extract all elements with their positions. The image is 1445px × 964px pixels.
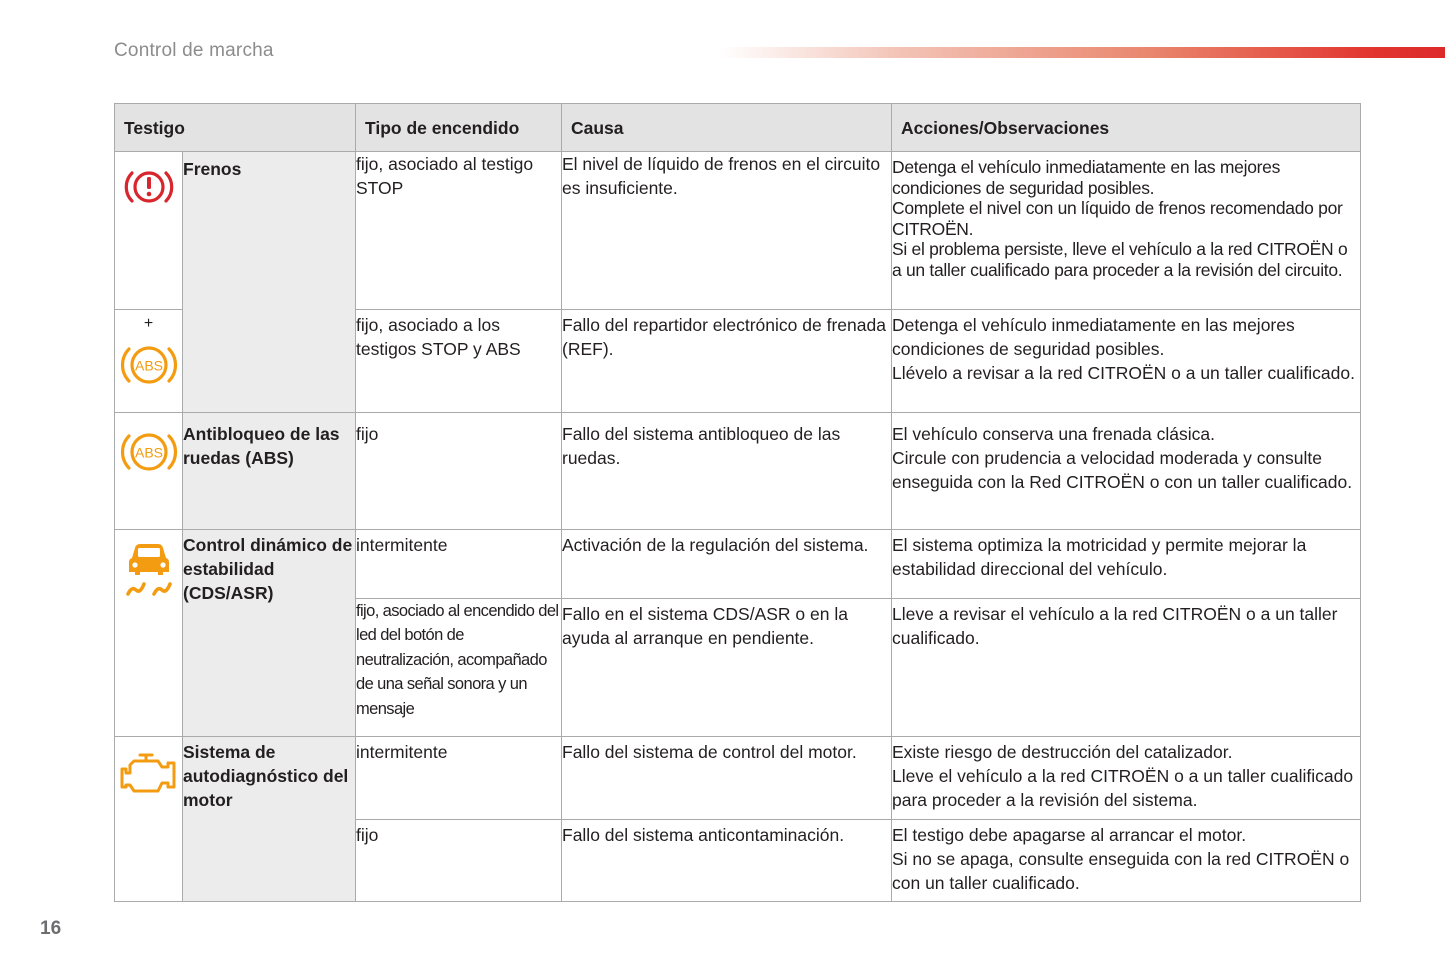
header-tipo: Tipo de encendido [356, 104, 562, 152]
tipo-cell: fijo [356, 413, 562, 530]
tipo-cell: fijo, asociado a los testigos STOP y ABS [356, 310, 562, 413]
acciones-cell [892, 413, 1361, 530]
acciones-line: Detenga el vehículo inmediatamente en las mejores condiciones de seguridad posibles. [892, 315, 1295, 359]
header-acciones: Acciones/Observaciones [892, 104, 1361, 152]
motor-name: Sistema de autodiagnóstico del motor [183, 737, 356, 902]
tipo-cell: fijo [356, 820, 562, 902]
causa-cell: Activación de la regulación del sistema. [562, 530, 892, 599]
plus-sign: + [143, 315, 154, 332]
table-row [115, 530, 1361, 599]
acciones-cell [892, 530, 1361, 599]
acciones-line: Llévelo a revisar a la red CITROËN o a un taller cualificado. [892, 363, 1355, 383]
icon-cell [115, 530, 183, 737]
brake-warning-icon [124, 167, 174, 207]
acciones-line: Complete el nivel con un líquido de frenos recomendado por CITROËN. [892, 198, 1343, 239]
causa-cell: Fallo del repartidor electrónico de frenada (REF). [562, 310, 892, 413]
header-causa: Causa [562, 104, 892, 152]
causa-cell: El nivel de líquido de frenos en el circuito es insuficiente. [562, 152, 892, 310]
page-number: 16 [40, 918, 62, 939]
acciones-cell [892, 737, 1361, 820]
icon-cell [115, 413, 183, 530]
frenos-name: Frenos [183, 152, 356, 413]
icon-cell [115, 310, 183, 413]
abs-name: Antibloqueo de las ruedas (ABS) [183, 413, 356, 530]
header-gradient-bar [720, 47, 1445, 58]
acciones-line: El vehículo conserva una frenada clásica. [892, 424, 1215, 444]
tipo-cell: fijo, asociado al testigo STOP [356, 152, 562, 310]
causa-cell: Fallo en el sistema CDS/ASR o en la ayuda al arranque en pendiente. [562, 599, 892, 737]
tipo-cell: fijo, asociado al encendido del led del botón de neutralización, acompañado de una señal sonora y un mensaje [356, 599, 562, 737]
icon-cell [115, 737, 183, 902]
acciones-line: Detenga el vehículo inmediatamente en las mejores condiciones de seguridad posibles. [892, 157, 1281, 198]
section-title: Control de marcha [114, 40, 274, 61]
svg-text:ABS: ABS [134, 357, 163, 374]
svg-text:ABS: ABS [134, 444, 163, 461]
table-row [115, 413, 1361, 530]
table-row [115, 152, 1361, 310]
acciones-line: Lleve el vehículo a la red CITROËN o a un taller cualificado para proceder a la revisión del sistema. [892, 766, 1354, 810]
icon-cell [115, 152, 183, 310]
cds-name: Control dinámico de estabilidad (CDS/ASR) [183, 530, 356, 737]
warning-lights-table [114, 103, 1361, 902]
acciones-line: Existe riesgo de destrucción del catalizador. [892, 742, 1233, 762]
acciones-line: Si no se apaga, consulte enseguida con la red CITROËN o con un taller cualificado. [892, 849, 1350, 893]
table-header-row [115, 104, 1361, 152]
acciones-cell [892, 820, 1361, 902]
abs-warning-icon [120, 429, 178, 475]
acciones-line: El sistema optimiza la motricidad y permite mejorar la estabilidad direccional del vehículo. [892, 535, 1307, 579]
acciones-cell [892, 152, 1361, 310]
causa-cell: Fallo del sistema de control del motor. [562, 737, 892, 820]
acciones-cell [892, 310, 1361, 413]
tipo-cell: intermitente [356, 737, 562, 820]
acciones-cell [892, 599, 1361, 737]
acciones-line: Si el problema persiste, lleve el vehículo a la red CITROËN o a un taller cualificado para proceder a la revisión del circuito. [892, 239, 1348, 280]
header-testigo: Testigo [115, 104, 356, 152]
table-row [115, 737, 1361, 820]
engine-check-icon [118, 751, 180, 797]
stability-control-icon [122, 542, 176, 602]
tipo-cell: intermitente [356, 530, 562, 599]
causa-cell: Fallo del sistema antibloqueo de las ruedas. [562, 413, 892, 530]
acciones-line: Lleve a revisar el vehículo a la red CITROËN o a un taller cualificado. [892, 604, 1338, 648]
causa-cell: Fallo del sistema anticontaminación. [562, 820, 892, 902]
acciones-line: El testigo debe apagarse al arrancar el motor. [892, 825, 1247, 845]
acciones-line: Circule con prudencia a velocidad moderada y consulte enseguida con la Red CITROËN o con un taller cualificado. [892, 448, 1353, 492]
abs-warning-icon [120, 342, 178, 388]
